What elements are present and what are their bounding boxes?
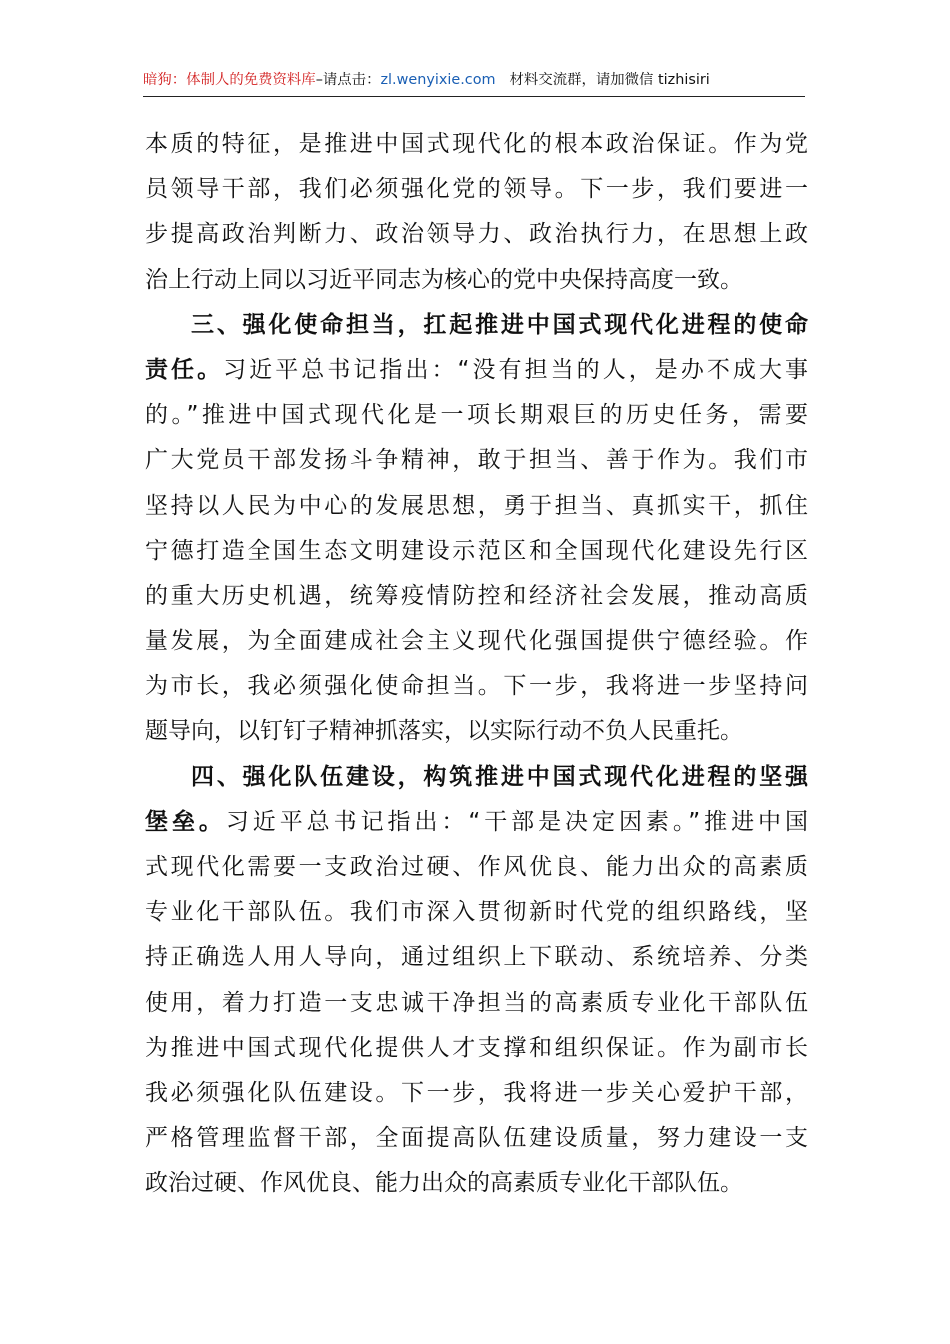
section-heading: 四、强化队伍建设，构筑推进中国式现代化进程的坚强 bbox=[191, 763, 808, 790]
text-line: 使用，着力打造一支忠诚干净担当的高素质专业化干部队伍 bbox=[145, 989, 808, 1016]
text-line: 的重大历史机遇，统筹疫情防控和经济社会发展，推动高质 bbox=[145, 582, 808, 609]
text-line: 题导向，以钉钉子精神抓落实，以实际行动不负人民重托。 bbox=[145, 718, 743, 745]
text-line: 的。”推进中国式现代化是一项长期艰巨的历史任务，需要 bbox=[145, 402, 808, 429]
section-heading-end: 堡垒。 bbox=[145, 808, 226, 835]
text-line: 宁德打造全国生态文明建设示范区和全国现代化建设先行区 bbox=[145, 537, 808, 564]
text-line: 坚持以人民为中心的发展思想，勇于担当、真抓实干，抓住 bbox=[145, 492, 808, 519]
header-url-link[interactable]: zl.wenyixie.com bbox=[380, 72, 496, 88]
text-span: 习近平总书记指出：“没有担当的人，是办不成大事 bbox=[223, 356, 809, 383]
text-line bbox=[145, 348, 808, 393]
document-body bbox=[145, 122, 808, 1207]
page-header bbox=[143, 66, 805, 97]
text-line: 式现代化需要一支政治过硬、作风优良、能力出众的高素质 bbox=[145, 854, 808, 880]
header-group-text: 材料交流群，请加微信 tizhisiri bbox=[509, 72, 710, 88]
text-line: 我必须强化队伍建设。下一步，我将进一步关心爱护干部， bbox=[145, 1079, 808, 1106]
text-line: 步提高政治判断力、政治领导力、政治执行力，在思想上政 bbox=[145, 221, 808, 248]
header-click-prefix: –请点击： bbox=[315, 72, 381, 88]
text-line: 政治过硬、作风优良、能力出众的高素质专业化干部队伍。 bbox=[145, 1170, 743, 1197]
text-line: 广大党员干部发扬斗争精神，敢于担当、善于作为。我们市 bbox=[145, 447, 808, 474]
text-line: 为市长，我必须强化使命担当。下一步，我将进一步坚持问 bbox=[145, 673, 808, 700]
text-line: 严格管理监督干部，全面提高队伍建设质量，努力建设一支 bbox=[145, 1125, 808, 1152]
text-line: 为推进中国式现代化提供人才支撑和组织保证。作为副市长 bbox=[145, 1034, 808, 1061]
text-span: 习近平总书记指出：“干部是决定因素。”推进中国 bbox=[225, 808, 808, 835]
section-heading-end: 责任。 bbox=[145, 356, 224, 383]
text-line: 专业化干部队伍。我们市深入贯彻新时代党的组织路线，坚 bbox=[145, 899, 808, 926]
text-line: 治上行动上同以习近平同志为核心的党中央保持高度一致。 bbox=[145, 266, 743, 293]
text-line: 员领导干部，我们必须强化党的领导。下一步，我们要进一 bbox=[145, 176, 808, 203]
text-line bbox=[145, 800, 808, 845]
header-site-name: 暗狗：体制人的免费资料库 bbox=[143, 72, 316, 88]
text-line: 持正确选人用人导向，通过组织上下联动、系统培养、分类 bbox=[145, 944, 808, 971]
text-line: 量发展，为全面建成社会主义现代化强国提供宁德经验。作 bbox=[145, 628, 808, 655]
section-heading: 三、强化使命担当，扛起推进中国式现代化进程的使命 bbox=[191, 311, 808, 338]
text-line: 本质的特征，是推进中国式现代化的根本政治保证。作为党 bbox=[145, 131, 808, 157]
